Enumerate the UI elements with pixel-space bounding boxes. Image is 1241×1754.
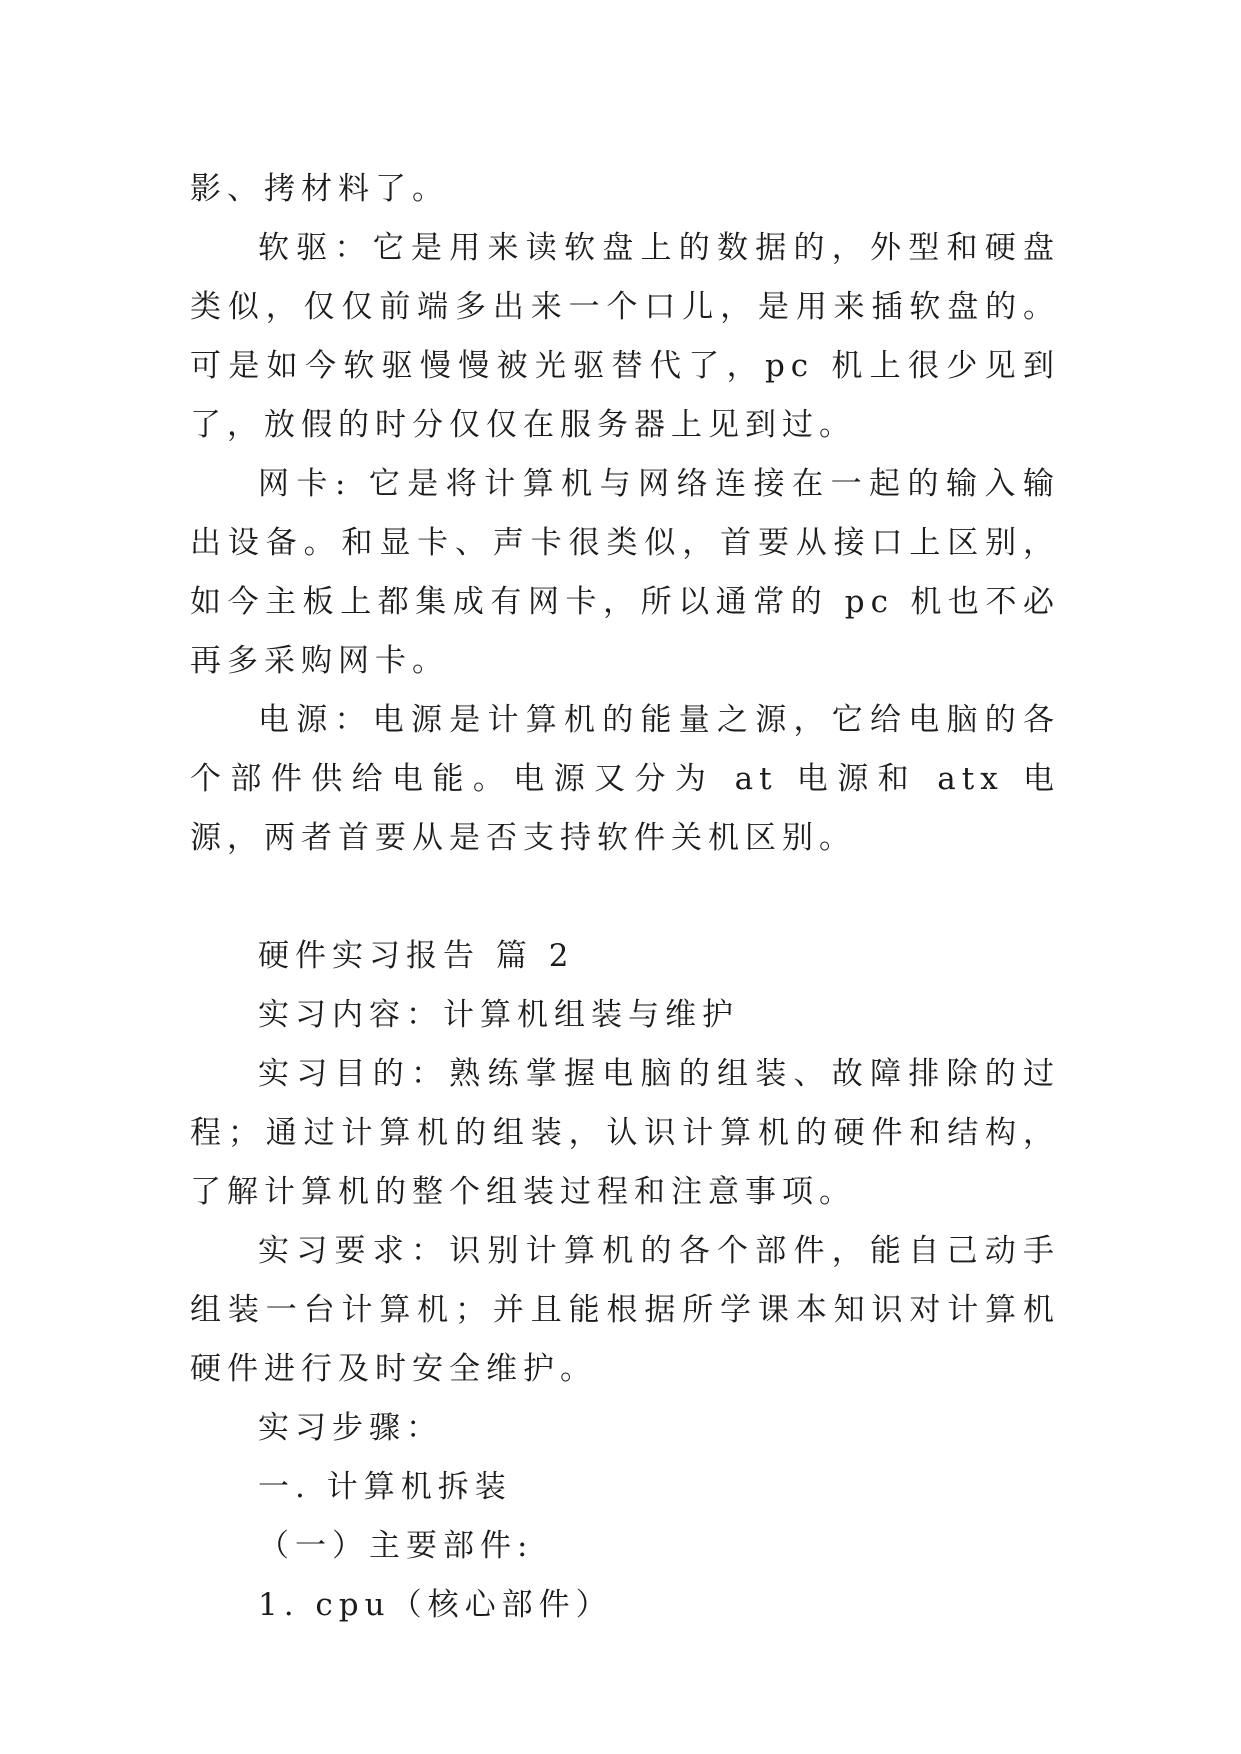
list-subheading-main-parts: （一）主要部件: xyxy=(258,1528,534,1564)
paragraph-internship-purpose: 实习目的：熟练掌握电脑的组装、故障排除的过程；通过计算机的组装，认识计算机的硬件和结构，了解计算机的整个组装过程和注意事项。 xyxy=(190,1056,1060,1210)
paragraph-power-supply: 电源：电源是计算机的能量之源，它给电脑的各个部件供给电能。电源又分为 at 电源和 atx 电源，两者首要从是否支持软件关机区别。 xyxy=(190,702,1060,856)
paragraph-floppy-drive: 软驱：它是用来读软盘上的数据的，外型和硬盘类似，仅仅前端多出来一个口儿，是用来插软盘的。可是如今软驱慢慢被光驱替代了，pc 机上很少见到了，放假的时分仅仅在服务器上见到过。 xyxy=(190,230,1060,443)
paragraph-internship-steps: 实习步骤： xyxy=(258,1410,443,1446)
paragraph-network-card: 网卡: 它是将计算机与网络连接在一起的输入输出设备。和显卡、声卡很类似，首要从接口上区别，如今主板上都集成有网卡，所以通常的 pc 机也不必再多采购网卡。 xyxy=(190,466,1060,679)
list-heading-disassembly: 一. 计算机拆装 xyxy=(258,1469,512,1505)
document-body xyxy=(190,160,1060,1635)
paragraph-internship-content: 实习内容：计算机组装与维护 xyxy=(258,997,739,1033)
paragraph-internship-requirements: 实习要求：识别计算机的各个部件，能自己动手组装一台计算机；并且能根据所学课本知识对计算机硬件进行及时安全维护。 xyxy=(190,1233,1060,1387)
section-heading: 硬件实习报告 篇 2 xyxy=(258,938,575,974)
paragraph-continuation: 影、拷材料了。 xyxy=(190,171,449,207)
list-item-cpu: 1. cpu（核心部件） xyxy=(258,1587,613,1623)
